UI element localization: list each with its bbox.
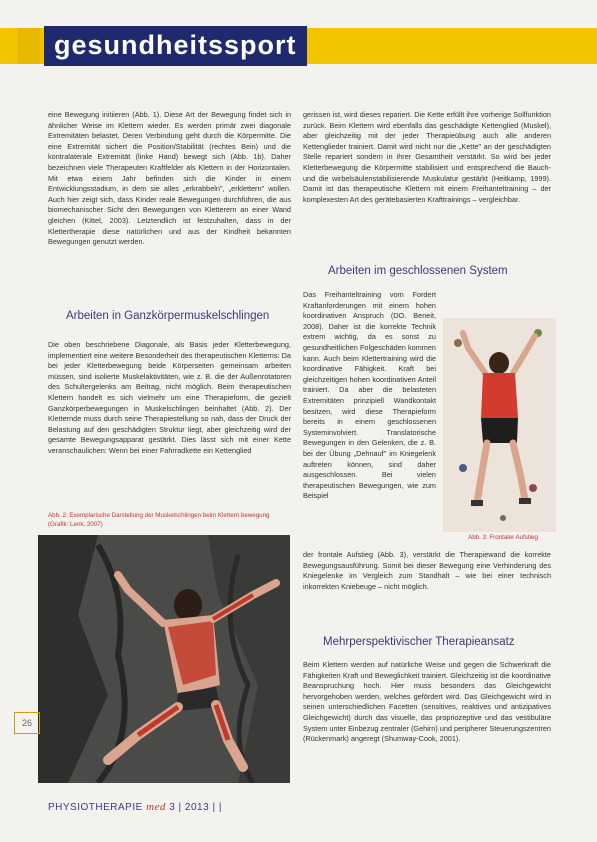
paragraph: Die oben beschriebene Diagonale, als Basis jeder Kletterbewegung, implementiert eine weitere Besonderheit des therapeutischen Kletterns: Da bei jeder Kletterbewegung beide Körperseiten gemeinsam arbeiten müssen, sind isolierte Muskelaktivitäten, wie z. B. die der Außenrotatoren des Schultergelenks am Beitrag, nicht möglich. Beim therapeutischen Klettern handelt es sich vielmehr um eine Therapieform, die gezielt Ganzkörperbewegungen in Muskelschlingen beinhaltet (Abb. 2). Der Kletternde muss durch seine Therapiestellung so nah, dass der Druck der Belastung auf den geschädigten Struktur liegt, aber gleichzeitig wird der gesamte Bewegungsapparat gestärkt. Dies lässt sich mit einer Kette veranschaulichen: Wenn bei einer Fahrradkette ein Kettenglied (48, 340, 291, 455)
header-accent (18, 28, 40, 64)
subheading: Arbeiten in Ganzkörpermuskelschlingen (66, 310, 270, 322)
paragraph: der frontale Aufstieg (Abb. 3), verstärkt die Therapiewand die korrekte Bewegungsausführung. Somit bei dieser Bewegung eine Verhinderung des Kniegelenke im Vergleich zum Standhalt – wie bei einer technisch inkorrekten Kniebeuge – nicht möglich. (303, 550, 551, 591)
journal-med-mark: med (146, 801, 166, 813)
right-column-final (303, 660, 551, 745)
paragraph: Beim Klettern werden auf natürliche Weise und gegen die Schwerkraft die Fähigkeiten Kraft und Beweglichkeit trainiert. Gleichzeitig ist die koordinative Beanspruchung hoch. Hier muss besonders das Gleichgewicht hervorgehoben werden, welches gefördert wird. Das Gleichgewicht wird in seinen unterschiedlichen Facetten (sensitives, reaktives und antizipatives Gleichgewicht) durch das visuelle, das propriozeptive und das vestibuläre System unter Einbezug zentraler (Gehirn) und peripherer Steuerungszentren (Rückenmark) angeregt (Shumway-Cook, 2001). (303, 660, 551, 744)
left-column-body (48, 340, 291, 457)
section-title: gesundheitssport (44, 26, 307, 66)
paragraph: gerissen ist, wird dieses repariert. Die Kette erfüllt ihre vorherige Sollfunktion zurück. Beim Klettern wird ebenfalls das geschädigte Kettenglied (Muskel), aber gleichzeitig mit der jeder Therapieübung auch alle anderen Kettenglieder trainiert. Damit wird nicht nur die „Kette" an der geschädigten Stelle repariert sondern in ihrer Gesamtheit verstärkt. So wird bei jeder Kletterbewegung die Körpermitte stabilisiert und entsprechend die Bauch- und die wirbelsäulenstabilisierende Muskulatur gestärkt (Heitkamp, 1999). Damit ist das therapeutische Klettern mit einem Freihanteltraining – der komplexesten Art des gerätebasierten Krafttrainings – vergleichbar. (303, 110, 551, 204)
frontal-climb-photo (443, 318, 556, 532)
footer (48, 801, 222, 813)
climbing-wall-illustration (443, 318, 556, 532)
right-column-body (303, 290, 436, 502)
figure-caption: Abb. 2: Exemplarische Darstellung der Muskelschlingen beim Klettern bewegung (Grafik: Lenk, 2007) (48, 512, 270, 528)
climber-illustration (38, 535, 290, 783)
journal-name: PHYSIOTHERAPIE (48, 802, 143, 813)
page-number: 26 (14, 712, 40, 734)
subheading: Mehrperspektivischer Therapieansatz (323, 636, 515, 648)
right-column-continuation (303, 550, 551, 592)
figure-caption: Abb. 3: Frontaler Aufstieg (468, 534, 538, 541)
climber-muscle-chain-photo (38, 535, 290, 783)
subheading: Arbeiten im geschlossenen System (328, 265, 508, 277)
journal-issue: 3 | 2013 | | (169, 802, 222, 813)
paragraph: Das Freihanteltraining vom Fordert Kraftanforderungen mit einem hohen koordinativen Anspruch (DO. Beneit, 2008). Daher ist die korrekte Technik extrem wichtig, da es sonst zu gesundheitlichen Folgeschäden kommen kann. Auch beim Klettertraining wird die koordinative Fähigkeit. Kraft bei gleichzeitigen hohen koordinativen Anteil trainiert. Da aber die belasteten Extremitäten prinzipiell Wandkontakt besitzen, wird diese Therapieform bereits in einem geschlossenen Systeminvolviert. Translatorische Bewegungen in den Gelenken, die z. B. bei der Übung „Dehnauf" im Kniegelenk auftreten können, sind daher ausgeschlossen. Bei vielen therapeutischen Bewegungen, wie zum Beispiel (303, 290, 436, 501)
left-column-intro (48, 110, 291, 248)
right-column-intro (303, 110, 551, 205)
paragraph: eine Bewegung initiieren (Abb. 1). Diese Art der Bewegung findet sich in ähnlicher Weise im Klettern wieder. Es werden primär zwei diagonale Extremitäten belastet. Deren Verbindung geht durch die Körpermitte. Die eine Extremität sichert die Position/Stabilität (rechtes Bein) und die kontralaterale Extremität (linke Hand) bewegt sich (Abb. 1b). Daher bezeichnen viele Therapeuten Kraftfelder als Klettern in der Horizontalen. Mit etwa einem Jahr befinden sich die Kinder in einem Entwicklungsstadium, in dem sie alles „erkrabbeln", „erklettern" wollen. Auch hier zeigt sich, dass Kinder reale Bewegungen durchführen, die aus biomechanischer Sicht den Bewegungen von Kletterern an einer Wand gleichen (Kittel, 2003). Letztendlich ist festzuhalten, dass in der Klettertherapie diese natürlichen und aus der Kindheit bekannten Bewegungen genutzt werden. (48, 110, 291, 247)
